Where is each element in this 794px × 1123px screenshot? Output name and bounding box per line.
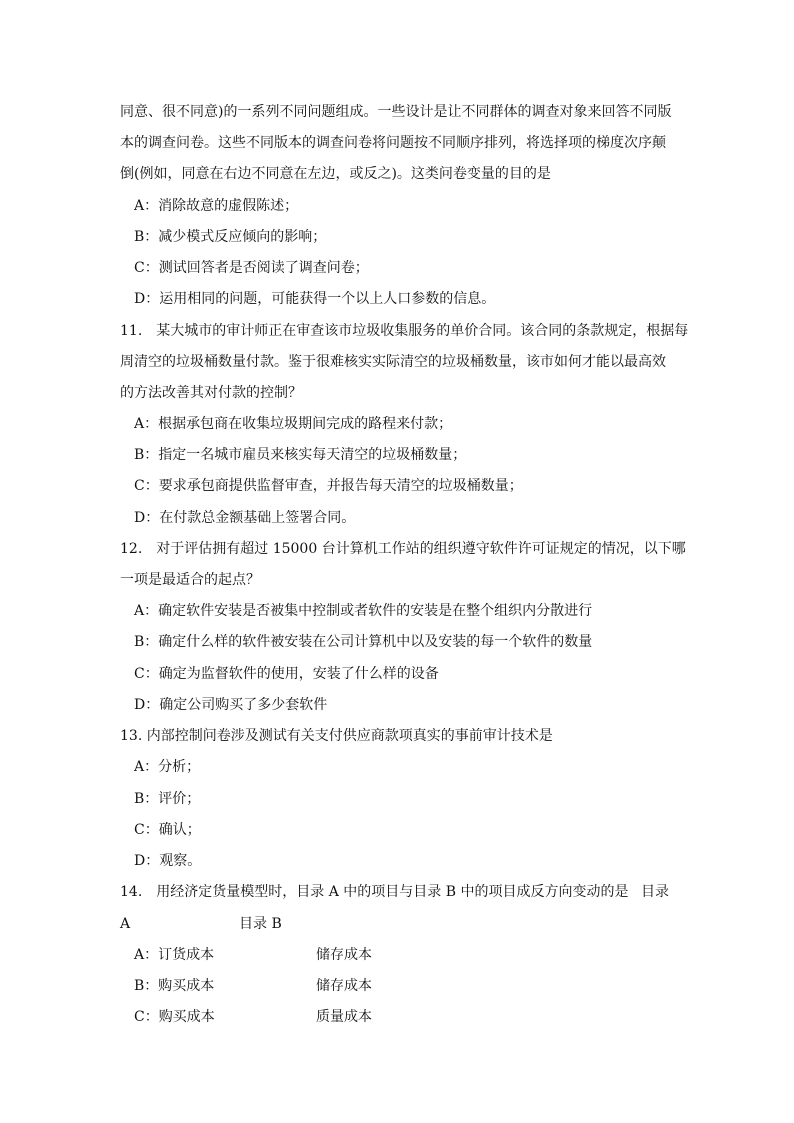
q11-option-c: C：要求承包商提供监督审查，并报告每天清空的垃圾桶数量； — [134, 478, 523, 494]
q12-text-line: 12. 对于评估拥有超过 15000 台计算机工作站的组织遵守软件许可证规定的情况，以下哪 — [120, 541, 686, 557]
q11-text-line: 周清空的垃圾桶数量付款。鉴于很难核实实际清空的垃圾桶数量，该市如何才能以最高效 — [120, 354, 666, 370]
q11-text-line: 的方法改善其对付款的控制？ — [120, 385, 302, 401]
q12-option-b: B：确定什么样的软件被安装在公司计算机中以及安装的每一个软件的数量 — [134, 634, 593, 650]
q11-option-b: B：指定一名城市雇员来核实每天清空的垃圾桶数量； — [134, 447, 467, 463]
q12-option-a: A：确定软件安装是否被集中控制或者软件的安装是在整个组织内分散进行 — [134, 603, 593, 619]
q10-text-line: 本的调查问卷。这些不同版本的调查问卷将问题按不同顺序排列，将选择项的梯度次序颠 — [120, 135, 666, 151]
q13-option-a: A：分析； — [134, 759, 201, 775]
q14-option-b-col-a: B：购买成本 — [134, 978, 215, 994]
q14-option-a-col-a: A：订货成本 — [134, 947, 215, 963]
q10-text-line: 同意、很不同意)的一系列不同问题组成。一些设计是让不同群体的调查对象来回答不同版 — [120, 104, 672, 120]
q11-option-a: A：根据承包商在收集垃圾期间完成的路程来付款； — [134, 416, 453, 432]
q12-option-c: C：确定为监督软件的使用，安装了什么样的设备 — [134, 666, 439, 682]
q10-text-line: 倒(例如，同意在右边不同意在左边，或反之)。这类问卷变量的目的是 — [120, 166, 551, 182]
q11-text-line: 11. 某大城市的审计师正在审查该市垃圾收集服务的单价合同。该合同的条款规定，根据每 — [120, 323, 689, 339]
q12-text-line: 一项是最适合的起点？ — [120, 572, 260, 588]
q12-option-d: D：确定公司购买了多少套软件 — [134, 697, 328, 713]
q13-option-d: D：观察。 — [134, 853, 202, 869]
q11-option-d: D：在付款总金额基础上签署合同。 — [134, 510, 356, 526]
q14-text-line: 14. 用经济定货量模型时，目录 A 中的项目与目录 B 中的项目成反方向变动的是 — [120, 884, 629, 900]
q13-option-c: C：确认； — [134, 822, 201, 838]
q13-text-line: 13. 内部控制问卷涉及测试有关支付供应商款项真实的事前审计技术是 — [120, 728, 553, 744]
q10-option-d: D：运用相同的问题，可能获得一个以上人口参数的信息。 — [134, 291, 496, 307]
q14-column-header-a-label: 目录 — [641, 884, 669, 900]
q14-column-header-b: 目录 B — [239, 916, 282, 932]
q10-option-a: A：消除故意的虚假陈述； — [134, 198, 299, 214]
q10-option-c: C：测试回答者是否阅读了调查问卷； — [134, 260, 369, 276]
q13-option-b: B：评价； — [134, 791, 201, 807]
q14-option-c-col-a: C：购买成本 — [134, 1009, 215, 1025]
q10-option-b: B：减少模式反应倾向的影响； — [134, 229, 327, 245]
q14-option-c-col-b: 质量成本 — [316, 1009, 372, 1025]
q14-option-a-col-b: 储存成本 — [316, 947, 372, 963]
q14-option-b-col-b: 储存成本 — [316, 978, 372, 994]
q14-column-header-a: A — [120, 916, 131, 932]
